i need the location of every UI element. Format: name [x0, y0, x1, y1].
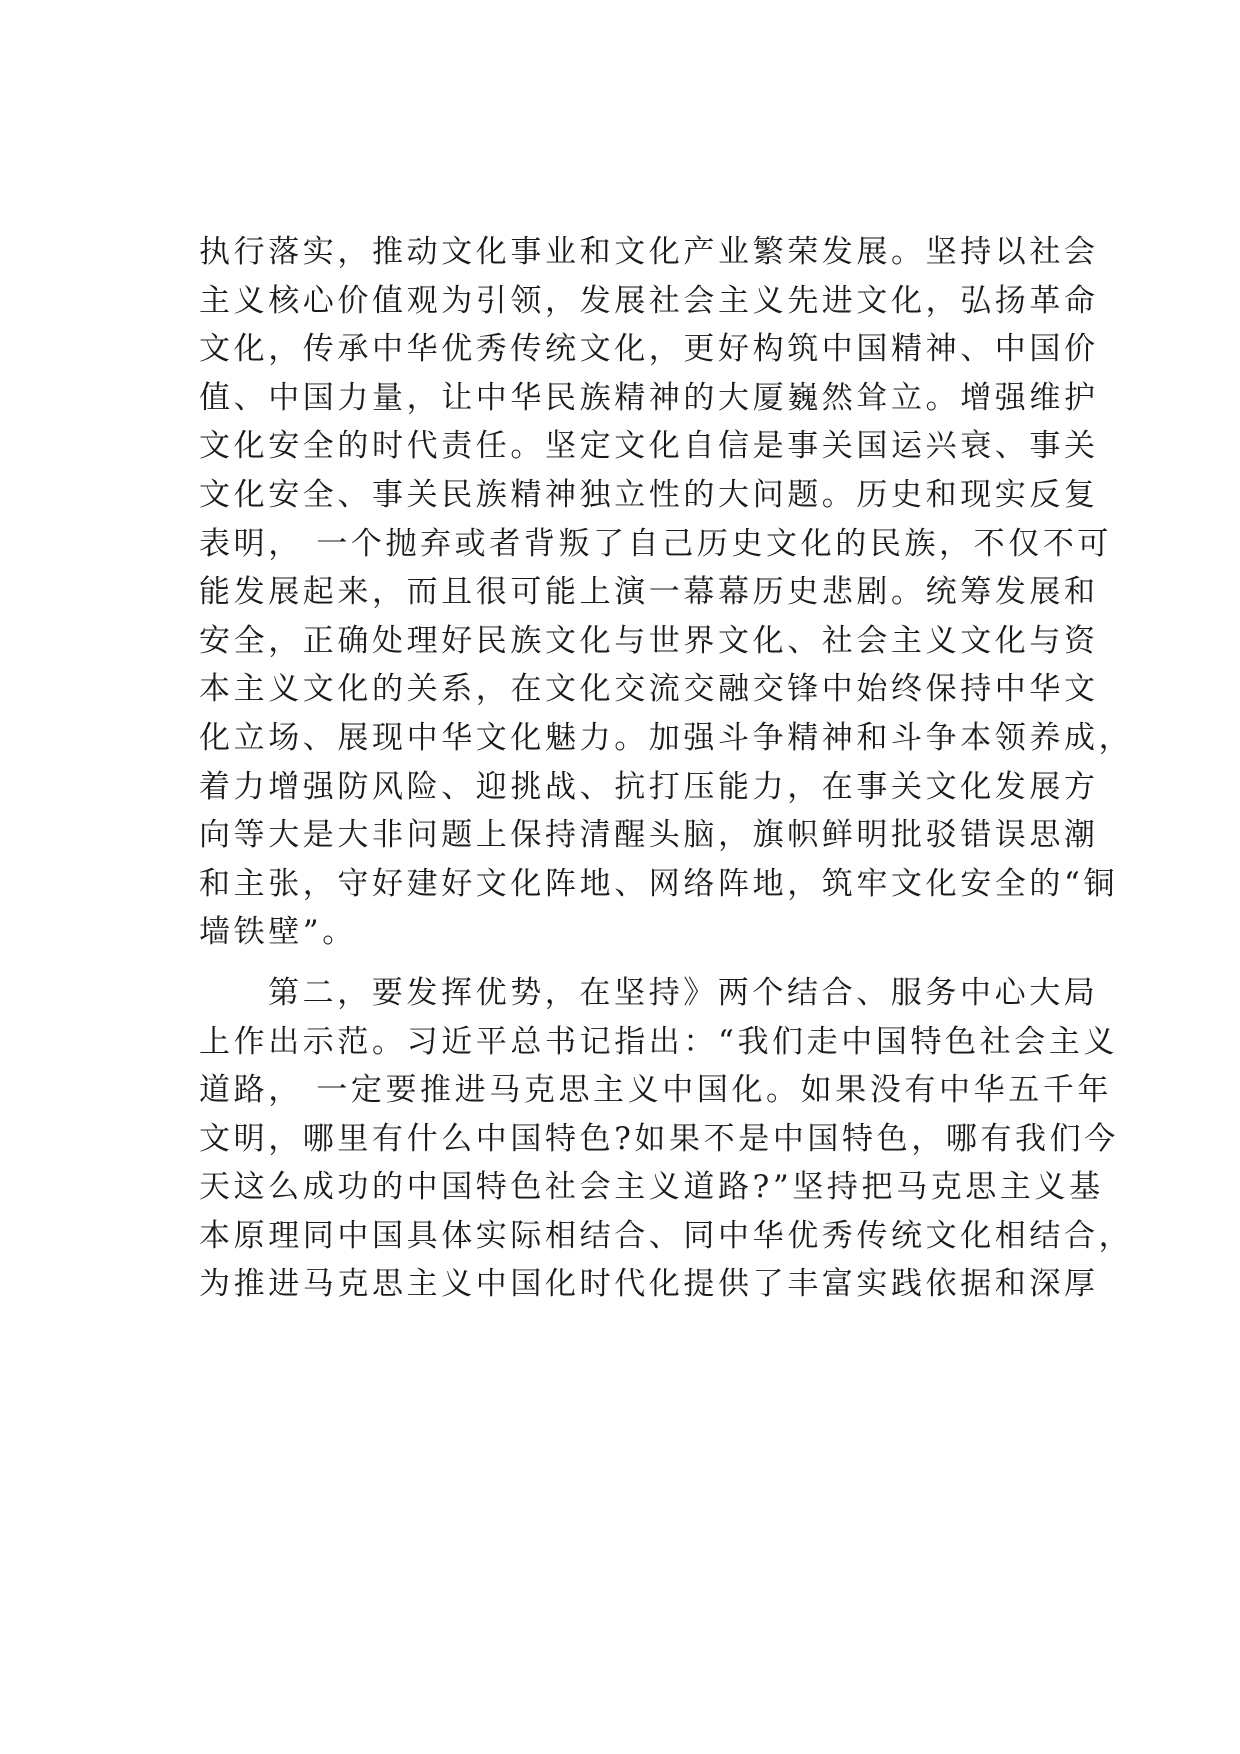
text-line: 向等大是大非问题上保持清醒头脑，旗帜鲜明批驳错误思潮 [199, 817, 1099, 854]
body-text [199, 228, 1134, 1309]
text-line: 本主义文化的关系，在文化交流交融交锋中始终保持中华文 [199, 671, 1099, 708]
text-line: 墙铁壁”。 [199, 914, 357, 951]
text-line: 执行落实，推动文化事业和文化产业繁荣发展。坚持以社会 [199, 234, 1099, 270]
text-line: 本原理同中国具体实际相结合、同中华优秀传统文化相结合， [199, 1217, 1134, 1254]
paragraph-gap [199, 957, 1079, 969]
text-line: 能发展起来，而且很可能上演一幕幕历史悲剧。统筹发展和 [199, 574, 1099, 611]
text-line: 道路， 一定要推进马克思主义中国化。如果没有中华五千年 [199, 1072, 1113, 1109]
text-line: 文化安全、事关民族精神独立性的大问题。历史和现实反复 [199, 476, 1099, 513]
text-line: 表明， 一个抛弃或者背叛了自己历史文化的民族，不仅不可 [199, 525, 1113, 562]
text-line: 和主张，守好建好文化阵地、网络阵地，筑牢文化安全的“铜 [199, 865, 1119, 902]
text-line: 上作出示范。习近平总书记指出：“我们走中国特色社会主义 [199, 1023, 1119, 1060]
text-line: 天这么成功的中国特色社会主义道路?”坚持把马克思主义基 [199, 1169, 1104, 1206]
text-line: 为推进马克思主义中国化时代化提供了丰富实践依据和深厚 [199, 1266, 1099, 1303]
text-line: 着力增强防风险、迎挑战、抗打压能力，在事关文化发展方 [199, 768, 1099, 805]
text-line-indented: 第二，要发挥优势，在坚持》两个结合、服务中心大局 [268, 974, 1099, 1011]
text-line: 安全，正确处理好民族文化与世界文化、社会主义文化与资 [199, 622, 1099, 659]
text-line: 化立场、展现中华文化魅力。加强斗争精神和斗争本领养成， [199, 719, 1134, 756]
paragraph-1 [199, 228, 1134, 957]
text-line: 文明，哪里有什么中国特色?如果不是中国特色，哪有我们今 [199, 1120, 1119, 1157]
text-line: 文化，传承中华优秀传统文化，更好构筑中国精神、中国价 [199, 331, 1099, 368]
text-line: 主义核心价值观为引领，发展社会主义先进文化，弘扬革命 [199, 282, 1099, 319]
text-line: 值、中国力量，让中华民族精神的大厦巍然耸立。增强维护 [199, 379, 1099, 416]
text-line: 文化安全的时代责任。坚定文化自信是事关国运兴衰、事关 [199, 428, 1099, 465]
paragraph-2 [199, 969, 1134, 1309]
